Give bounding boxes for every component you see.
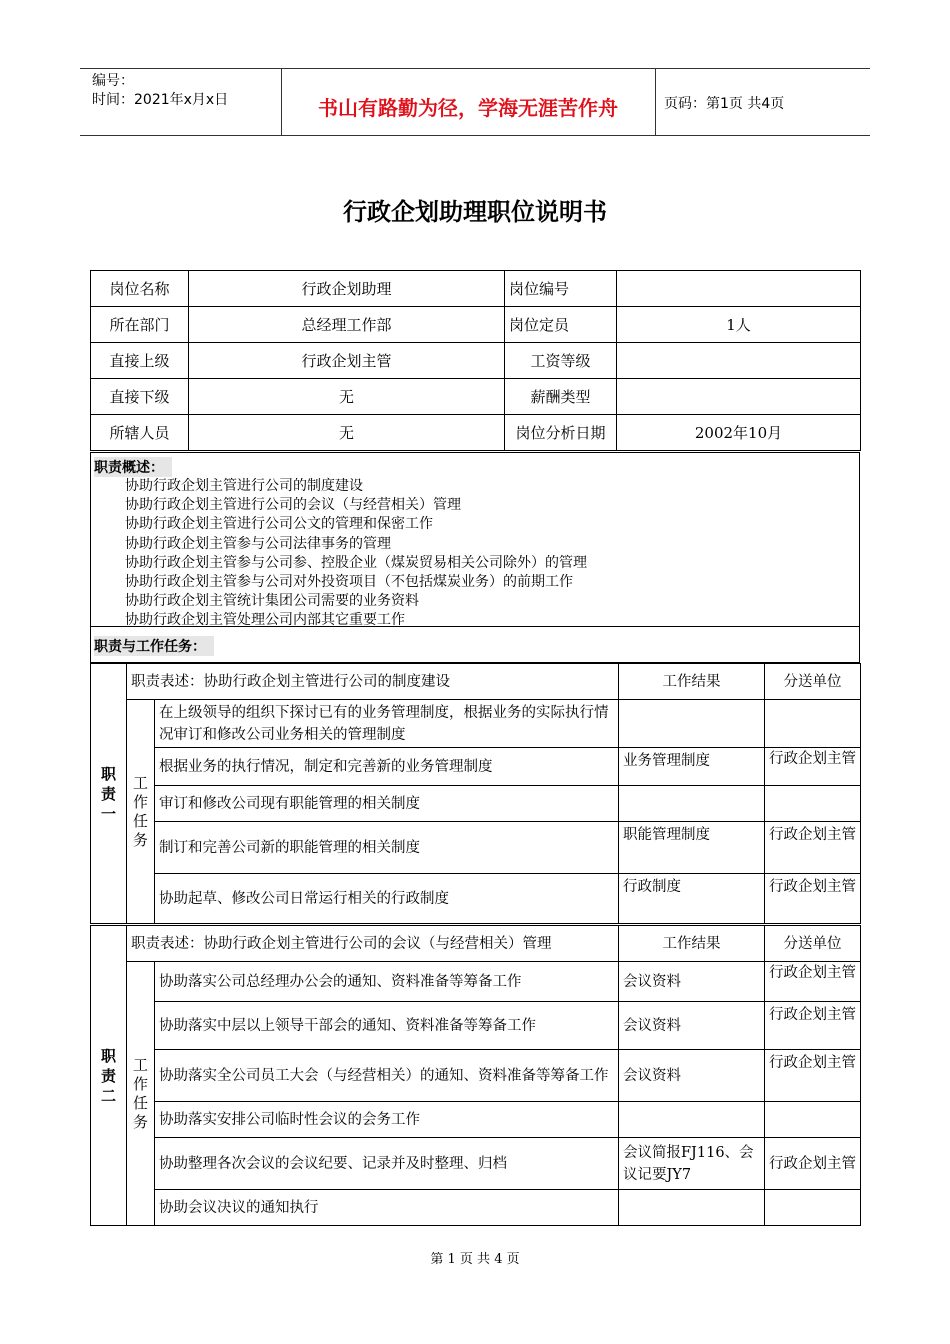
label-direct-superior: 直接上级: [91, 343, 189, 379]
table-row: [91, 1050, 861, 1102]
value-staff: 无: [189, 415, 505, 451]
header-divider-right: [655, 68, 656, 135]
duty-one-task: 审订和修改公司现有职能管理的相关制度: [155, 786, 619, 822]
table-row: [91, 307, 861, 343]
duty-summary-box: [90, 452, 860, 627]
duty-two-result-header: 工作结果: [619, 926, 765, 962]
duty-one-dest: 行政企划主管: [765, 874, 861, 924]
duty-one-task: 在上级领导的组织下探讨已有的业务管理制度，根据业务的实际执行情况审订和修改公司业务相关的管理制度: [155, 700, 619, 748]
value-salary-grade: [617, 343, 861, 379]
duty-two-task: 协助整理各次会议的会议纪要、记录并及时整理、归档: [155, 1138, 619, 1190]
table-row: [91, 786, 861, 822]
table-row: [91, 1002, 861, 1050]
duty-two-dest: 行政企划主管: [765, 1050, 861, 1102]
table-row: [91, 1138, 861, 1190]
duty-one-table: [90, 663, 861, 924]
value-pay-type: [617, 379, 861, 415]
duty-two-task: 协助落实公司总经理办公会的通知、资料准备等筹备工作: [155, 962, 619, 1002]
table-row: [91, 415, 861, 451]
duty-two-result: 会议简报FJ116、会议记要JY7: [619, 1138, 765, 1190]
header-bottom-rule: [80, 135, 870, 136]
page-title: 行政企划助理职位说明书: [343, 198, 607, 226]
tasks-label: 职责与工作任务：: [94, 636, 214, 656]
label-staff: 所辖人员: [91, 415, 189, 451]
label-pay-type: 薪酬类型: [505, 379, 617, 415]
value-analysis-date: 2002年10月: [617, 415, 861, 451]
value-direct-subordinate: 无: [189, 379, 505, 415]
duty-one-task-label: 工作任务: [133, 773, 149, 849]
value-position-code: [617, 271, 861, 307]
table-row: [91, 822, 861, 874]
label-position-name: 岗位名称: [91, 271, 189, 307]
label-headcount: 岗位定员: [505, 307, 617, 343]
duty-two-result: 会议资料: [619, 962, 765, 1002]
value-position-name: 行政企划助理: [189, 271, 505, 307]
duty-one-dest: 行政企划主管: [765, 822, 861, 874]
duty-two-label: 职责二: [100, 1046, 116, 1105]
duty-two-result: 会议资料: [619, 1050, 765, 1102]
table-row: [91, 271, 861, 307]
duty-one-result-header: 工作结果: [619, 664, 765, 700]
label-salary-grade: 工资等级: [505, 343, 617, 379]
page-footer: 第 1 页 共 4 页: [430, 1252, 520, 1267]
duty-two-label-cell: [91, 926, 127, 1226]
duty-one-result: 行政制度: [619, 874, 765, 924]
duty-two-result: 会议资料: [619, 1002, 765, 1050]
duty-one-result: 业务管理制度: [619, 748, 765, 786]
summary-item: 协助行政企划主管进行公司的制度建设: [125, 478, 363, 494]
duty-two-task: 协助会议决议的通知执行: [155, 1190, 619, 1226]
summary-item: 协助行政企划主管统计集团公司需要的业务资料: [125, 593, 419, 610]
duty-one-result: [619, 786, 765, 822]
summary-item: 协助行政企划主管进行公司公文的管理和保密工作: [125, 516, 433, 533]
doc-code: 编号：: [92, 73, 134, 89]
duty-two-dest: 行政企划主管: [765, 1002, 861, 1050]
duty-two-dest: 行政企划主管: [765, 962, 861, 1002]
duty-one-dest-header: 分送单位: [765, 664, 861, 700]
duty-one-dest: [765, 786, 861, 822]
duty-two-task-label: 工作任务: [133, 1055, 149, 1131]
duty-one-dest: [765, 700, 861, 748]
summary-label: 职责概述：: [94, 457, 172, 477]
table-row: [91, 343, 861, 379]
duty-one-task: 根据业务的执行情况，制定和完善新的业务管理制度: [155, 748, 619, 786]
duty-two-table: [90, 925, 861, 1226]
label-direct-subordinate: 直接下级: [91, 379, 189, 415]
doc-time: 时间：2021年x月x日: [92, 92, 229, 108]
duty-one-result: [619, 700, 765, 748]
summary-item: 协助行政企划主管处理公司内部其它重要工作: [125, 612, 405, 629]
summary-item: 协助行政企划主管参与公司法律事务的管理: [125, 535, 391, 552]
label-analysis-date: 岗位分析日期: [505, 415, 617, 451]
duty-two-task: 协助落实安排公司临时性会议的会务工作: [155, 1102, 619, 1138]
value-headcount: 1人: [617, 307, 861, 343]
table-row: [91, 1190, 861, 1226]
duty-two-dest: [765, 1190, 861, 1226]
table-row: [91, 874, 861, 924]
duty-one-label-cell: [91, 664, 127, 924]
duty-two-result: [619, 1190, 765, 1226]
label-position-code: 岗位编号: [505, 271, 617, 307]
table-row: [91, 379, 861, 415]
basic-info-table: [90, 270, 861, 451]
duty-one-task: 协助起草、修改公司日常运行相关的行政制度: [155, 874, 619, 924]
duty-two-dest: [765, 1102, 861, 1138]
table-row: [91, 962, 861, 1002]
table-row: [91, 664, 861, 700]
value-department: 总经理工作部: [189, 307, 505, 343]
page-indicator: 页码：第1页 共4页: [664, 96, 785, 112]
header-motto: 书山有路勤为径，学海无涯苦作舟: [318, 96, 618, 120]
duty-two-dest: 行政企划主管: [765, 1138, 861, 1190]
summary-item: 协助行政企划主管参与公司参、控股企业（煤炭贸易相关公司除外）的管理: [125, 554, 587, 571]
duty-one-result: 职能管理制度: [619, 822, 765, 874]
duty-two-dest-header: 分送单位: [765, 926, 861, 962]
duty-one-task: 制订和完善公司新的职能管理的相关制度: [155, 822, 619, 874]
duty-one-label: 职责一: [100, 764, 116, 823]
label-department: 所在部门: [91, 307, 189, 343]
table-row: [91, 700, 861, 748]
table-row: [91, 926, 861, 962]
summary-item: 协助行政企划主管进行公司的会议（与经营相关）管理: [125, 497, 461, 514]
duty-one-task-label-cell: [127, 700, 155, 924]
duty-two-task-label-cell: [127, 962, 155, 1226]
duty-two-task: 协助落实全公司员工大会（与经营相关）的通知、资料准备等筹备工作: [155, 1050, 619, 1102]
duty-two-statement: 职责表述：协助行政企划主管进行公司的会议（与经营相关）管理: [127, 926, 619, 962]
table-row: [91, 1102, 861, 1138]
duty-one-dest: 行政企划主管: [765, 748, 861, 786]
duty-two-result: [619, 1102, 765, 1138]
table-row: [91, 748, 861, 786]
summary-item: 协助行政企划主管参与公司对外投资项目（不包括煤炭业务）的前期工作: [125, 574, 573, 591]
header-top-rule: [80, 68, 870, 69]
value-direct-superior: 行政企划主管: [189, 343, 505, 379]
duty-one-statement: 职责表述：协助行政企划主管进行公司的制度建设: [127, 664, 619, 700]
duty-two-task: 协助落实中层以上领导干部会的通知、资料准备等筹备工作: [155, 1002, 619, 1050]
tasks-label-row: [90, 626, 860, 663]
